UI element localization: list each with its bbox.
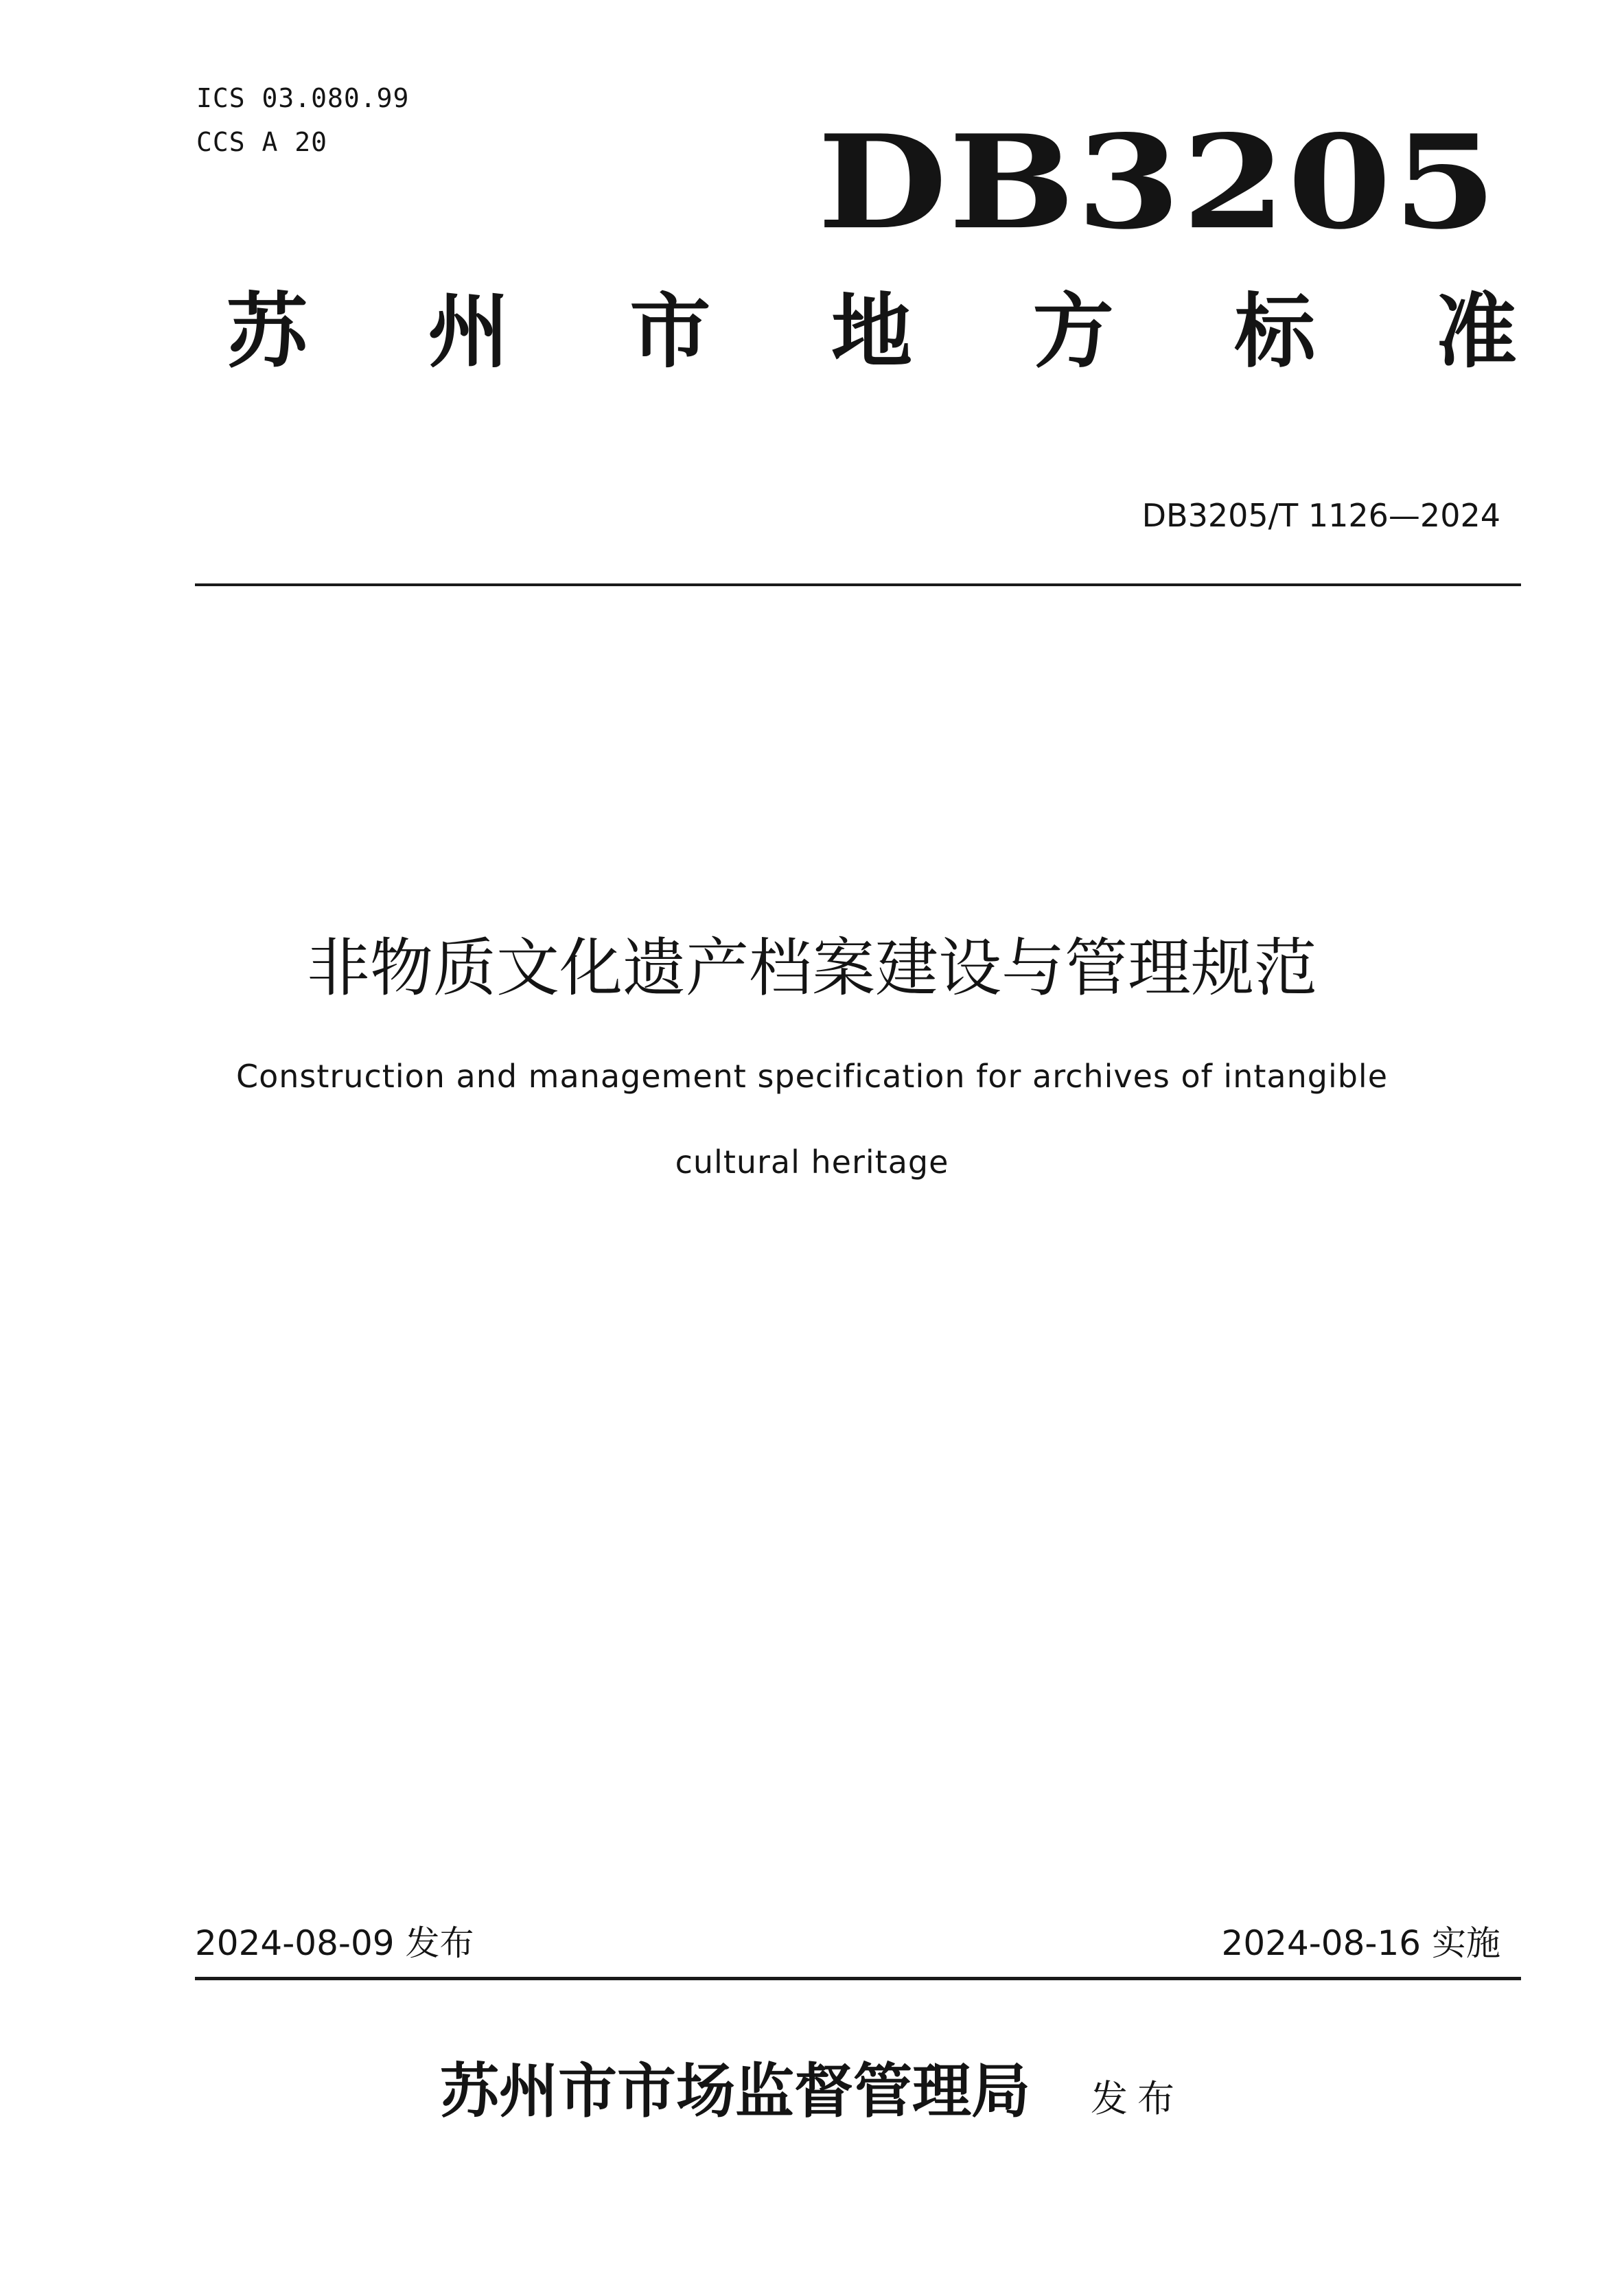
document-title-english-line2: cultural heritage — [675, 1144, 949, 1181]
standard-type-char: 地 — [831, 283, 912, 379]
standard-type-char: 准 — [1435, 283, 1517, 379]
ics-code: ICS 03.080.99 — [196, 83, 410, 113]
document-title-chinese: 非物质文化遗产档案建设与管理规范 — [306, 931, 1317, 1005]
top-divider — [195, 583, 1521, 586]
publisher-line — [0, 2056, 1624, 2126]
standard-number: DB3205/T 1126—2024 — [1141, 497, 1500, 534]
implementation-date: 2024-08-16 实施 — [1221, 1923, 1500, 1963]
standard-code-logo: DB3205 — [817, 106, 1498, 258]
publish-label: 发布 — [1091, 2077, 1184, 2120]
standard-type-title — [227, 283, 1517, 380]
standard-type-char: 市 — [629, 283, 711, 379]
document-title-english-line1: Construction and management specification for archives of intangible — [236, 1058, 1388, 1095]
standard-type-char: 苏 — [227, 283, 308, 379]
bottom-divider — [195, 1977, 1521, 1980]
standard-type-char: 州 — [428, 283, 509, 379]
issue-date: 2024-08-09 发布 — [195, 1923, 474, 1963]
standard-type-char: 方 — [1032, 283, 1114, 379]
publisher-name: 苏州市市场监督管理局 — [440, 2056, 1030, 2126]
standard-type-char: 标 — [1234, 283, 1316, 379]
ccs-code: CCS A 20 — [196, 127, 328, 157]
